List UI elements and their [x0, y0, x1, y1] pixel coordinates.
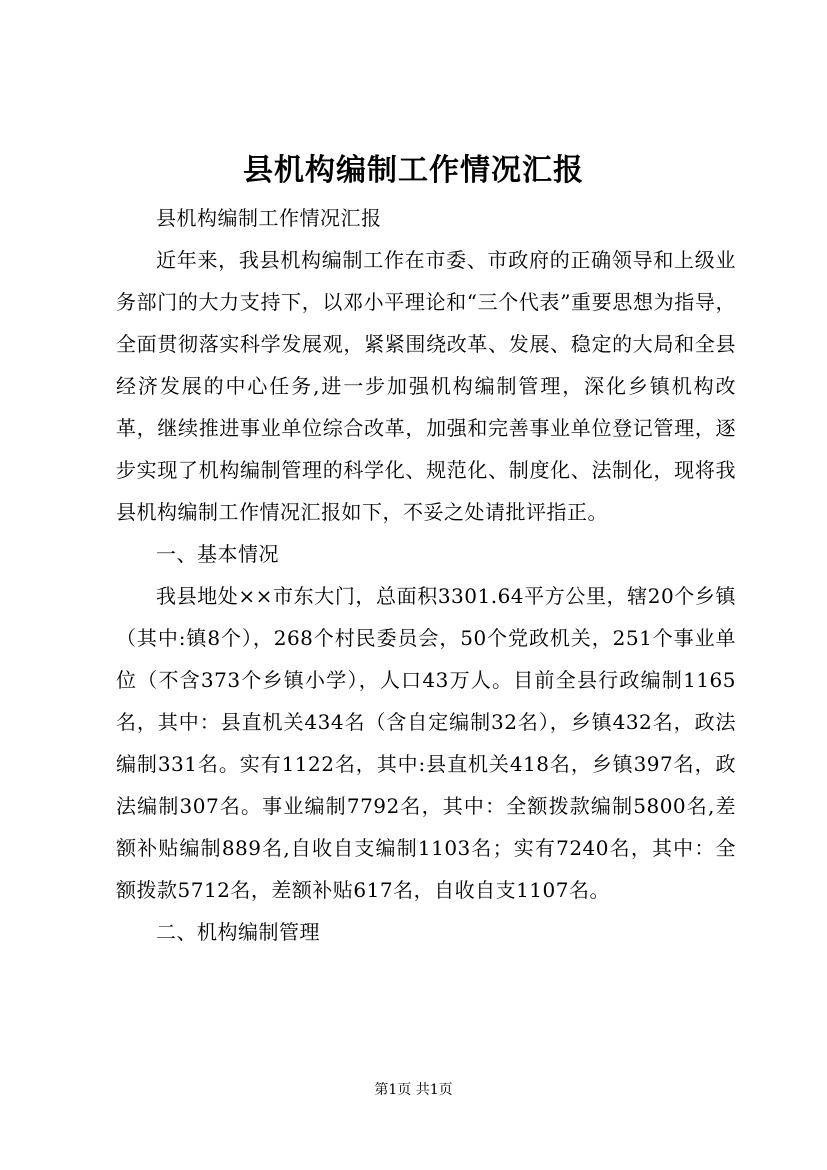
section-heading-management: 二、机构编制管理: [156, 920, 320, 944]
paragraph-subtitle: 县机构编制工作情况汇报: [156, 206, 382, 230]
paragraph-intro: 近年来，我县机构编制工作在市委、市政府的正确领导和上级业务部门的大力支持下，以邓小平理论和“三个代表”重要思想为指导，全面贯彻落实科学发展观，紧紧围绕改革、发展、稳定的大局和全县经济发展的中心任务,进一步加强机构编制管理，深化乡镇机构改革，继续推进事业单位综合改革，加强和完善事业单位登记管理，逐步实现了机构编制管理的科学化、规范化、制度化、法制化，现将我县机构编制工作情况汇报如下，不妥之处请批评指正。: [116, 248, 736, 524]
section-heading-basic: 一、基本情况: [156, 542, 279, 566]
page-footer: 第1页 共1页: [374, 1082, 453, 1098]
paragraph-basic-info: 我县地处××市东大门，总面积3301.64平方公里，辖20个乡镇（其中:镇8个），268个村民委员会，50个党政机关，251个事业单位（不含373个乡镇小学），人口43万人。目前全县行政编制1165名，其中：县直机关434名（含自定编制32名），乡镇432名，政法编制331名。实有1122名，其中:县直机关418名，乡镇397名，政法编制307名。事业编制7792名，其中：全额拨款编制5800名,差额补贴编制889名,自收自支编制1103名；实有7240名，其中：全额拨款5712名，差额补贴617名，自收自支1107名。: [116, 584, 736, 902]
document-title: 县机构编制工作情况汇报: [243, 153, 584, 188]
document-body: [116, 197, 736, 953]
